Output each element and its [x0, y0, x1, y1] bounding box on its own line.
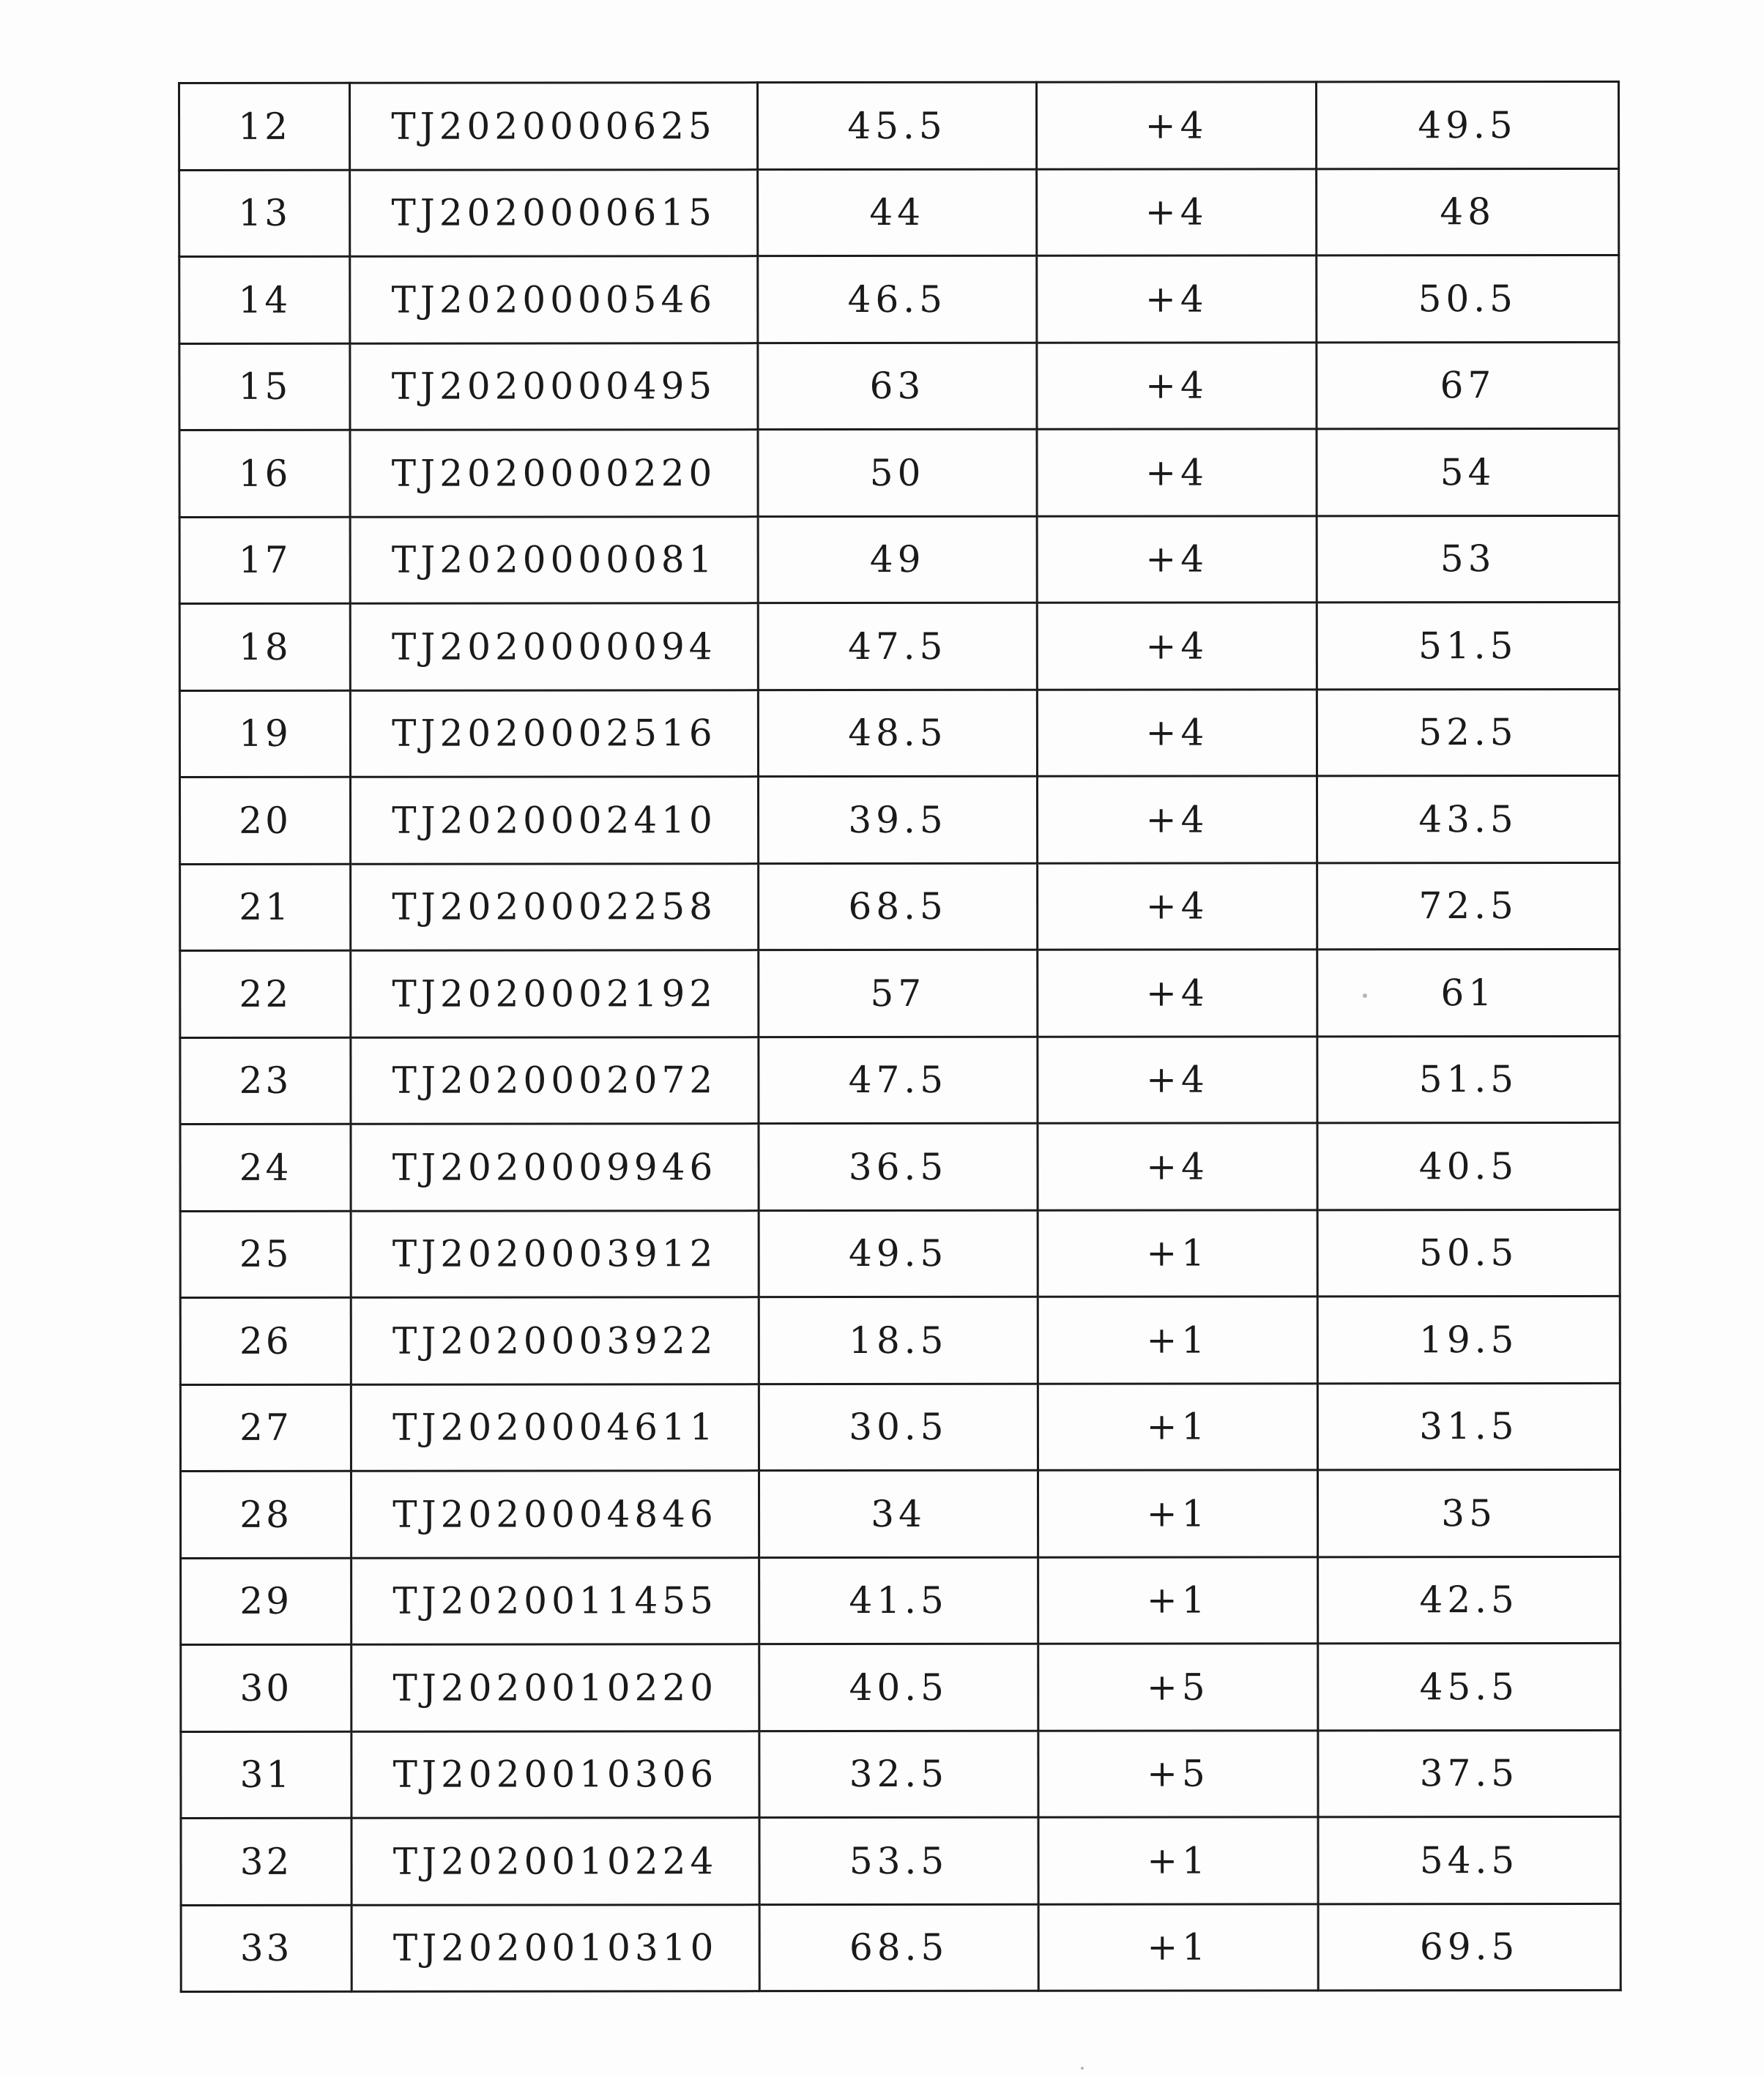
row-number: 27 — [180, 1384, 351, 1472]
row-number: 12 — [179, 83, 350, 170]
candidate-id: TJ2020000546 — [350, 256, 758, 343]
bonus-points: +4 — [1037, 603, 1317, 690]
candidate-id: TJ2020000220 — [350, 430, 758, 517]
row-number: 29 — [181, 1558, 351, 1645]
bonus-points: +1 — [1038, 1556, 1318, 1644]
row-number: 15 — [179, 343, 350, 430]
total-score: 52.5 — [1317, 689, 1619, 776]
row-number: 19 — [179, 690, 350, 778]
total-score: 45.5 — [1318, 1643, 1620, 1730]
table-row — [180, 949, 1620, 1037]
total-score: 35 — [1317, 1469, 1620, 1556]
row-number: 18 — [179, 603, 350, 690]
bonus-points: +4 — [1037, 429, 1317, 516]
row-number: 32 — [181, 1818, 351, 1905]
row-number: 14 — [179, 256, 350, 343]
candidate-id: TJ2020010310 — [351, 1904, 759, 1991]
bonus-points: +1 — [1038, 1383, 1317, 1470]
base-score: 63 — [758, 343, 1037, 430]
bonus-points: +4 — [1037, 168, 1317, 256]
bonus-points: +1 — [1038, 1903, 1318, 1991]
row-number: 17 — [179, 517, 350, 604]
row-number: 23 — [180, 1037, 351, 1125]
candidate-id: TJ2020002410 — [350, 777, 758, 864]
bonus-points: +5 — [1038, 1730, 1318, 1817]
candidate-id: TJ2020003922 — [351, 1297, 759, 1384]
base-score: 46.5 — [758, 256, 1037, 343]
base-score: 49 — [758, 516, 1037, 603]
bonus-points: +4 — [1037, 689, 1317, 776]
total-score: 51.5 — [1317, 1036, 1620, 1123]
base-score: 49.5 — [759, 1210, 1038, 1297]
total-score: 69.5 — [1318, 1903, 1620, 1991]
candidate-id: TJ2020002192 — [351, 950, 759, 1037]
table-row — [181, 1816, 1620, 1905]
total-score: 31.5 — [1317, 1383, 1620, 1470]
score-table-body — [179, 81, 1621, 1991]
row-number: 31 — [181, 1731, 351, 1819]
total-score: 19.5 — [1317, 1296, 1620, 1383]
bonus-points: +1 — [1038, 1209, 1317, 1297]
candidate-id: TJ2020004846 — [351, 1471, 759, 1558]
bonus-points: +1 — [1038, 1470, 1317, 1557]
base-score: 45.5 — [758, 82, 1037, 169]
base-score: 41.5 — [759, 1557, 1038, 1644]
row-number: 24 — [180, 1124, 351, 1211]
total-score: 43.5 — [1317, 775, 1619, 862]
bonus-points: +4 — [1037, 515, 1317, 603]
base-score: 57 — [759, 950, 1038, 1037]
candidate-id: TJ2020009946 — [351, 1124, 759, 1211]
total-score: 49.5 — [1317, 81, 1619, 168]
total-score: 53 — [1317, 515, 1619, 603]
base-score: 48.5 — [758, 690, 1037, 777]
table-row — [181, 1556, 1620, 1645]
row-number: 28 — [180, 1471, 351, 1558]
base-score: 39.5 — [758, 776, 1037, 863]
table-row — [179, 775, 1619, 864]
table-row — [181, 1903, 1620, 1992]
candidate-id: TJ2020000495 — [350, 343, 758, 430]
base-score: 18.5 — [759, 1297, 1038, 1384]
total-score: 42.5 — [1318, 1556, 1620, 1644]
total-score: 54.5 — [1318, 1816, 1620, 1903]
base-score: 53.5 — [759, 1817, 1038, 1904]
base-score: 44 — [758, 169, 1037, 256]
candidate-id: TJ2020003912 — [351, 1210, 759, 1297]
table-row — [179, 428, 1619, 517]
table-row — [179, 168, 1619, 257]
row-number: 16 — [179, 430, 350, 517]
base-score: 32.5 — [759, 1731, 1038, 1818]
candidate-id: TJ2020000081 — [350, 516, 758, 603]
bonus-points: +4 — [1038, 1036, 1317, 1123]
table-row — [180, 1209, 1620, 1298]
row-number: 30 — [181, 1644, 351, 1731]
table-row — [179, 81, 1619, 170]
candidate-id: TJ2020002258 — [351, 863, 759, 950]
row-number: 22 — [180, 950, 351, 1037]
candidate-id: TJ2020010224 — [351, 1818, 759, 1905]
table-row — [180, 1296, 1620, 1384]
base-score: 36.5 — [759, 1123, 1038, 1210]
row-number: 25 — [180, 1211, 351, 1298]
score-table — [178, 81, 1622, 1993]
base-score: 40.5 — [759, 1644, 1038, 1731]
bonus-points: +1 — [1038, 1297, 1317, 1384]
total-score: 54 — [1317, 428, 1619, 515]
row-number: 13 — [179, 170, 350, 257]
table-row — [179, 255, 1619, 343]
base-score: 30.5 — [759, 1384, 1038, 1471]
base-score: 34 — [759, 1470, 1038, 1557]
candidate-id: TJ2020000094 — [350, 603, 758, 690]
candidate-id: TJ2020000625 — [350, 83, 758, 170]
table-row — [179, 515, 1619, 604]
table-row — [179, 602, 1619, 690]
candidate-id: TJ2020004611 — [351, 1384, 759, 1471]
bonus-points: +4 — [1037, 776, 1317, 863]
table-row — [180, 1036, 1620, 1125]
row-number: 26 — [180, 1297, 351, 1384]
base-score: 47.5 — [758, 603, 1037, 690]
total-score: 67 — [1317, 342, 1619, 429]
table-row — [181, 1643, 1620, 1731]
total-score: 51.5 — [1317, 602, 1619, 689]
bonus-points: +4 — [1038, 950, 1317, 1037]
row-number: 21 — [180, 864, 351, 951]
table-row — [180, 1122, 1620, 1211]
base-score: 50 — [758, 429, 1037, 516]
table-row — [179, 689, 1619, 778]
total-score: 37.5 — [1318, 1730, 1620, 1817]
table-row — [181, 1730, 1620, 1819]
table-row — [179, 342, 1619, 430]
bonus-points: +5 — [1038, 1644, 1318, 1731]
scan-speck — [1081, 2067, 1084, 2070]
candidate-id: TJ2020002516 — [350, 690, 758, 777]
bonus-points: +4 — [1037, 82, 1317, 169]
candidate-id: TJ2020000615 — [350, 169, 758, 256]
row-number: 33 — [181, 1905, 351, 1992]
total-score: 61 — [1317, 949, 1620, 1036]
base-score: 68.5 — [759, 1904, 1038, 1991]
bonus-points: +1 — [1038, 1817, 1318, 1904]
candidate-id: TJ2020002072 — [351, 1037, 759, 1124]
candidate-id: TJ2020010220 — [351, 1644, 759, 1731]
total-score: 48 — [1317, 168, 1619, 256]
bonus-points: +4 — [1037, 256, 1317, 343]
table-row — [180, 1469, 1620, 1558]
candidate-id: TJ2020010306 — [351, 1731, 759, 1818]
scan-speck — [1363, 993, 1367, 998]
total-score: 50.5 — [1317, 1209, 1620, 1297]
table-row — [180, 862, 1620, 951]
total-score: 72.5 — [1317, 862, 1620, 950]
candidate-id: TJ2020011455 — [351, 1557, 759, 1644]
bonus-points: +4 — [1038, 1123, 1317, 1210]
table-row — [180, 1383, 1620, 1472]
total-score: 50.5 — [1317, 255, 1619, 342]
base-score: 47.5 — [759, 1037, 1038, 1124]
total-score: 40.5 — [1317, 1122, 1620, 1209]
bonus-points: +4 — [1038, 862, 1317, 950]
bonus-points: +4 — [1037, 342, 1317, 429]
row-number: 20 — [179, 777, 350, 864]
base-score: 68.5 — [759, 863, 1038, 950]
